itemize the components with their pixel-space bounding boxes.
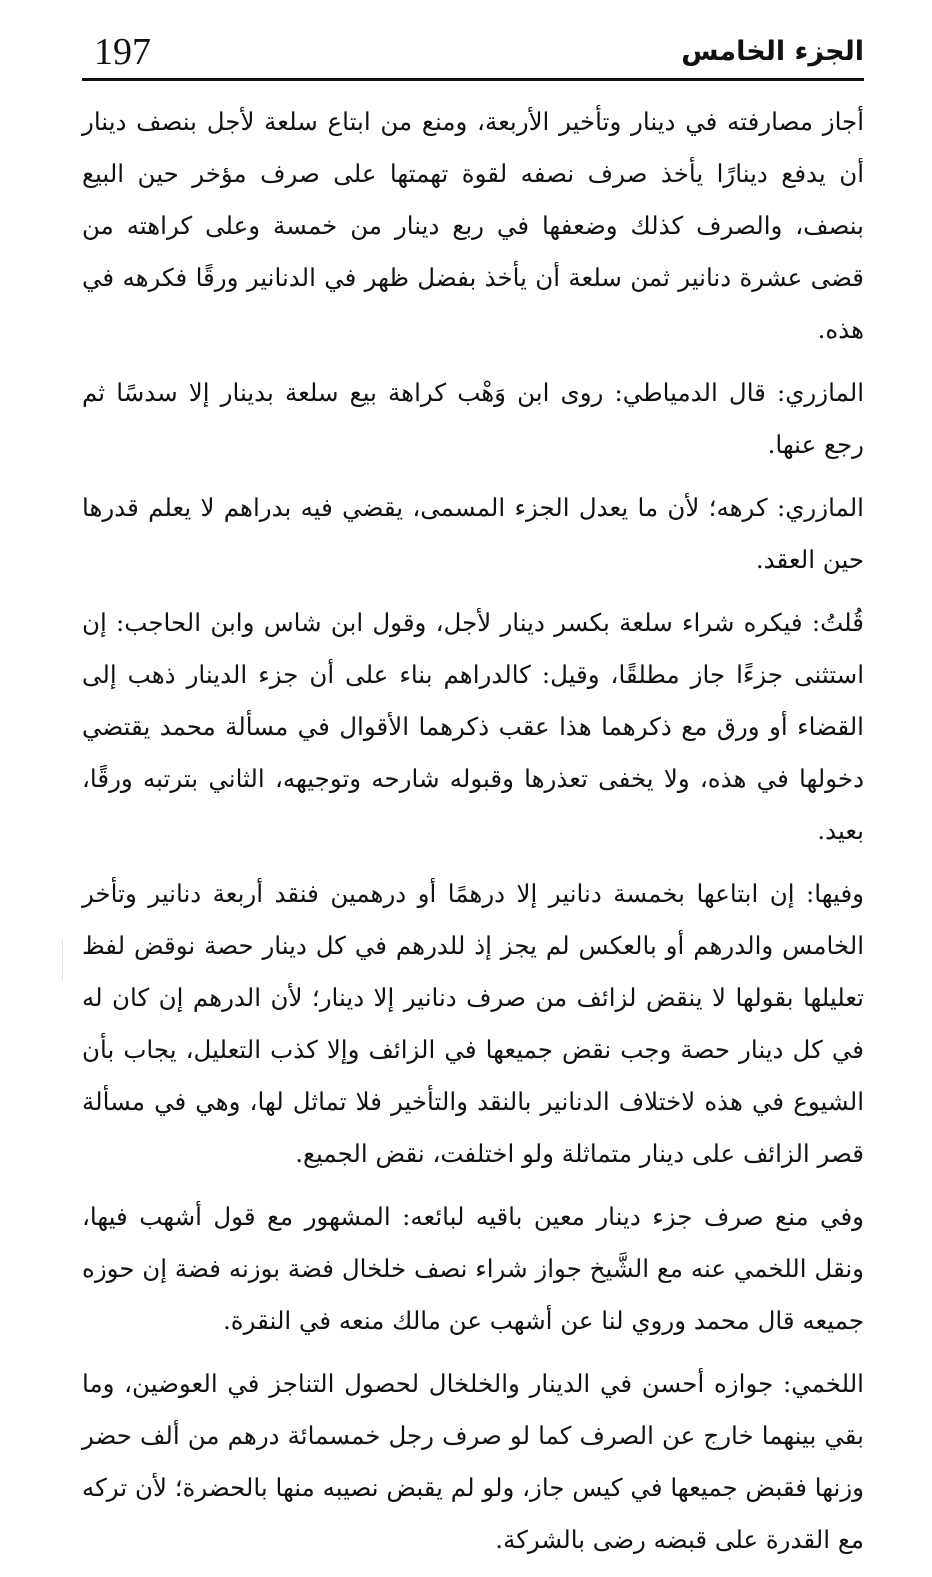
page-body bbox=[82, 96, 864, 1577]
paragraph-2: المازري: قال الدمياطي: روى ابن وَهْب كراهة بيع سلعة بدينار إلا سدسًا ثم رجع عنها. bbox=[82, 378, 864, 459]
scan-margin-mark bbox=[62, 940, 63, 980]
paragraph-6: وفي منع صرف جزء دينار معين باقيه لبائعه: المشهور مع قول أشهب فيها، ونقل اللخمي عنه مع الشَّيخ جواز شراء نصف خلخال فضة بوزنه فضة إن حوزه جميعه قال محمد وروي لنا عن أشهب عن مالك منعه في النقرة. bbox=[82, 1202, 864, 1335]
paragraph-3: المازري: كرهه؛ لأن ما يعدل الجزء المسمى، يقضي فيه بدراهم لا يعلم قدرها حين العقد. bbox=[82, 493, 864, 574]
paragraph-7: اللخمي: جوازه أحسن في الدينار والخلخال لحصول التناجز في العوضين، وما بقي بينهما خارج عن الصرف كما لو صرف رجل خمسمائة درهم من ألف حضر وزنها فقبض جميعها في كيس جاز، ولو لم يقبض نصيبه منها بالحضرة؛ لأن تركه مع القدرة على قبضه رضى بالشركة. bbox=[82, 1369, 864, 1554]
page-header bbox=[82, 28, 864, 90]
paragraph-4: قُلتُ: فيكره شراء سلعة بكسر دينار لأجل، وقول ابن شاس وابن الحاجب: إن استثنى جزءًا جاز مطلقًا، وقيل: كالدراهم بناء على أن جزء الدينار ذهب إلى القضاء أو ورق مع ذكرهما هذا عقب ذكرهما الأقوال في مسألة محمد يقتضي دخولها في هذه، ولا يخفى تعذرها وقبوله شارحه وتوجيهه، الثاني بترتبه ورقًا، بعيد. bbox=[82, 608, 864, 845]
page-number: 197 bbox=[94, 31, 151, 73]
header-rule bbox=[82, 78, 864, 81]
paragraph-1: أجاز مصارفته في دينار وتأخير الأربعة، ومنع من ابتاع سلعة لأجل بنصف دينار أن يدفع دينارًا يأخذ صرف نصفه لقوة تهمتها على صرف مؤخر حين البيع بنصف، والصرف كذلك وضعفها في ربع دينار من خمسة وعلى كراهته من قضى عشرة دنانير ثمن سلعة أن يأخذ بفضل ظهر في الدنانير ورقًا فكرهه في هذه. bbox=[82, 107, 864, 344]
running-title: الجزء الخامس bbox=[681, 36, 864, 67]
paragraph-5: وفيها: إن ابتاعها بخمسة دنانير إلا درهمًا أو درهمين فنقد أربعة دنانير وتأخر الخامس والدرهم أو بالعكس لم يجز إذ للدرهم في كل دينار حصة نوقض لفظ تعليلها بقولها لا ينقض لزائف من صرف دنانير إلا دينار؛ لأن الدرهم إن كان له في كل دينار حصة وجب نقض جميعها في الزائف وإلا كذب التعليل، يجاب بأن الشيوع في هذه لاختلاف الدنانير بالنقد والتأخير فلا تماثل لها، وهي في مسألة قصر الزائف على دينار متماثلة ولو اختلفت، نقض الجميع. bbox=[82, 879, 864, 1168]
